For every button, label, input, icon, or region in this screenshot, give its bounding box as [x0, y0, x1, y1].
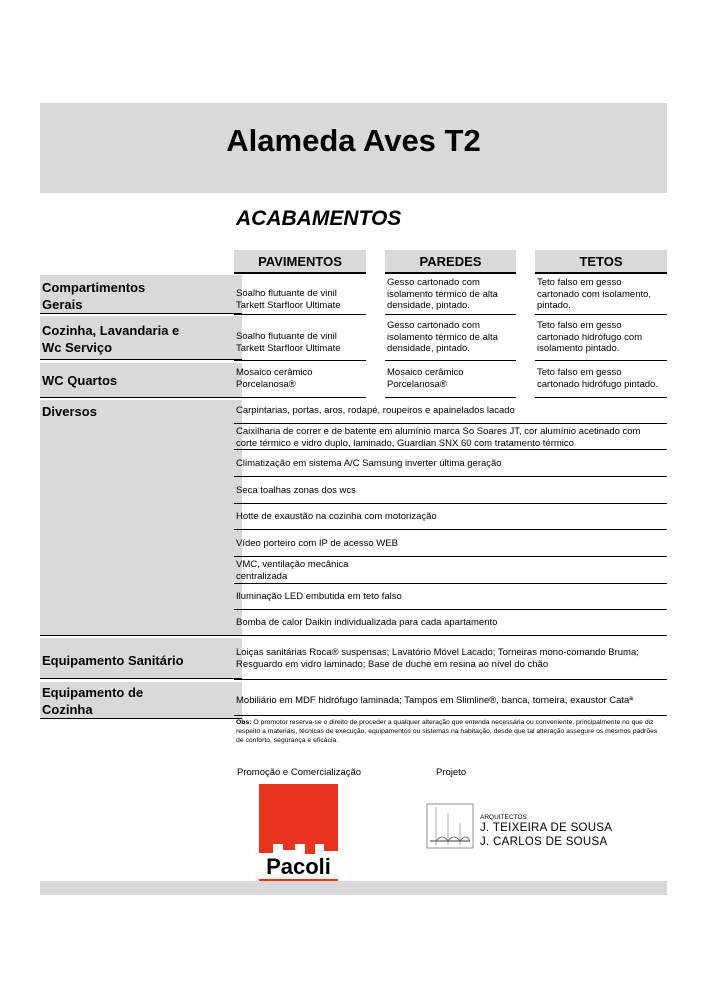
cell-wc-pavimentos: Mosaico cerâmico Porcelanosa®	[236, 367, 313, 390]
architect-name: J. TEIXEIRA DE SOUSA	[480, 822, 613, 834]
diversos-item: Caixilharia de correr e de batente em alumínio marca So Soares JT, cor alumínio acetinado com corte térmico e vidro duplo, laminado, Guardian SNX 60 com tratamento térmico	[236, 426, 641, 449]
divider	[40, 313, 242, 314]
cell-cozinha-tetos: Teto falso em gesso cartonado hidrófugo com isolamento pintado.	[537, 320, 643, 354]
architects-logo	[426, 803, 474, 849]
pacoli-logo	[255, 783, 342, 883]
column-header-paredes: PAREDES	[385, 250, 516, 274]
divider	[234, 583, 667, 584]
svg-text:Pacoli: Pacoli	[266, 854, 331, 879]
diversos-item: Vídeo porteiro com IP de acesso WEB	[236, 538, 398, 549]
divider	[535, 360, 667, 361]
divider	[385, 397, 516, 398]
divider	[234, 397, 366, 398]
diversos-item: VMC, ventilação mecânica centralizada	[236, 559, 349, 582]
section-subtitle: ACABAMENTOS	[236, 207, 402, 230]
divider	[40, 397, 242, 398]
diversos-item: Iluminação LED embutida em teto falso	[236, 591, 402, 602]
divider	[535, 397, 667, 398]
sanitario-text: Loiças sanitárias Roca® suspensas; Lavatório Móvel Lacado; Torneiras mono-comando Bruma; Resguardo em vidro laminado; Base de duche em resina ao nível do chão	[236, 647, 639, 670]
divider	[234, 529, 667, 530]
column-header-tetos: TETOS	[535, 250, 667, 274]
divider	[40, 718, 242, 719]
diversos-item: Climatização em sistema A/C Samsung inverter última geração	[236, 458, 502, 469]
divider	[234, 679, 667, 680]
cell-gerais-tetos: Teto falso em gesso cartonado com isolamento, pintado.	[537, 277, 652, 311]
diversos-item: Hotte de exaustão na cozinha com motorização	[236, 511, 437, 522]
architect-name: J. CARLOS DE SOUSA	[480, 836, 608, 848]
page-title: Alameda Aves T2	[226, 123, 481, 158]
footer-bar	[40, 881, 667, 895]
promo-label: Promoção e Comercialização	[237, 767, 362, 778]
arquitectos-label: ARQUITECTOS	[480, 814, 527, 821]
divider	[234, 715, 667, 716]
cell-gerais-pavimentos: Soalho flutuante de vinil Tarkett Starfloor Ultimate	[236, 288, 341, 311]
column-header-pavimentos: PAVIMENTOS	[234, 250, 366, 274]
diversos-item: Seca toalhas zonas dos wcs	[236, 485, 356, 496]
divider	[234, 556, 667, 557]
divider	[535, 314, 667, 315]
header-banner	[40, 103, 667, 193]
divider	[234, 423, 667, 424]
row-label-wc: WC Quartos	[42, 373, 118, 388]
divider	[234, 314, 366, 315]
projeto-label: Projeto	[436, 767, 467, 778]
row-label-diversos: Diversos	[42, 404, 97, 419]
divider	[234, 635, 667, 636]
divider	[385, 314, 516, 315]
divider	[234, 609, 667, 610]
diversos-item: Carpintarias, portas, aros, rodapé, roupeiros e apainelados lacado	[236, 405, 515, 416]
row-label-cozinha-eq: Equipamento de Cozinha	[42, 685, 144, 717]
divider	[385, 360, 516, 361]
row-label-sanitario: Equipamento Sanitário	[42, 653, 184, 668]
divider	[234, 503, 667, 504]
cell-cozinha-pavimentos: Soalho flutuante de vinil Tarkett Starfloor Ultimate	[236, 331, 341, 354]
divider	[40, 359, 242, 360]
divider	[40, 635, 242, 636]
divider	[234, 476, 667, 477]
obs-note: Obs: O promotor reserva-se o direito de proceder a qualquer alteração que entenda necessária ou conveniente, principalmente no que diz respeito a materiais, técnicas de execução, equipamentos ou sistemas na habitação, desde que tal alteração assegure os mesmos padrões de conforto, segurança e eficácia.	[236, 719, 658, 744]
cozinha-eq-text: Mobiliário em MDF hidrófugo laminada; Tampos em Slimline®, banca, torneira, exaustor Cataª	[236, 695, 633, 706]
cell-wc-tetos: Teto falso em gesso cartonado hidrófugo pintado.	[537, 367, 658, 390]
divider	[234, 360, 366, 361]
row-label-bg-diversos	[40, 400, 242, 635]
divider	[234, 449, 667, 450]
cell-wc-paredes: Mosaico cerâmico Porcelanosa®	[387, 367, 464, 390]
row-label-gerais: Compartimentos Gerais	[42, 280, 146, 312]
diversos-item: Bomba de calor Daikin individualizada para cada apartamento	[236, 617, 498, 628]
divider	[40, 678, 242, 679]
row-label-cozinha: Cozinha, Lavandaria e Wc Serviço	[42, 323, 180, 355]
cell-cozinha-paredes: Gesso cartonado com isolamento térmico de alta densidade, pintado.	[387, 320, 498, 354]
cell-gerais-paredes: Gesso cartonado com isolamento térmico de alta densidade, pintado.	[387, 277, 498, 311]
